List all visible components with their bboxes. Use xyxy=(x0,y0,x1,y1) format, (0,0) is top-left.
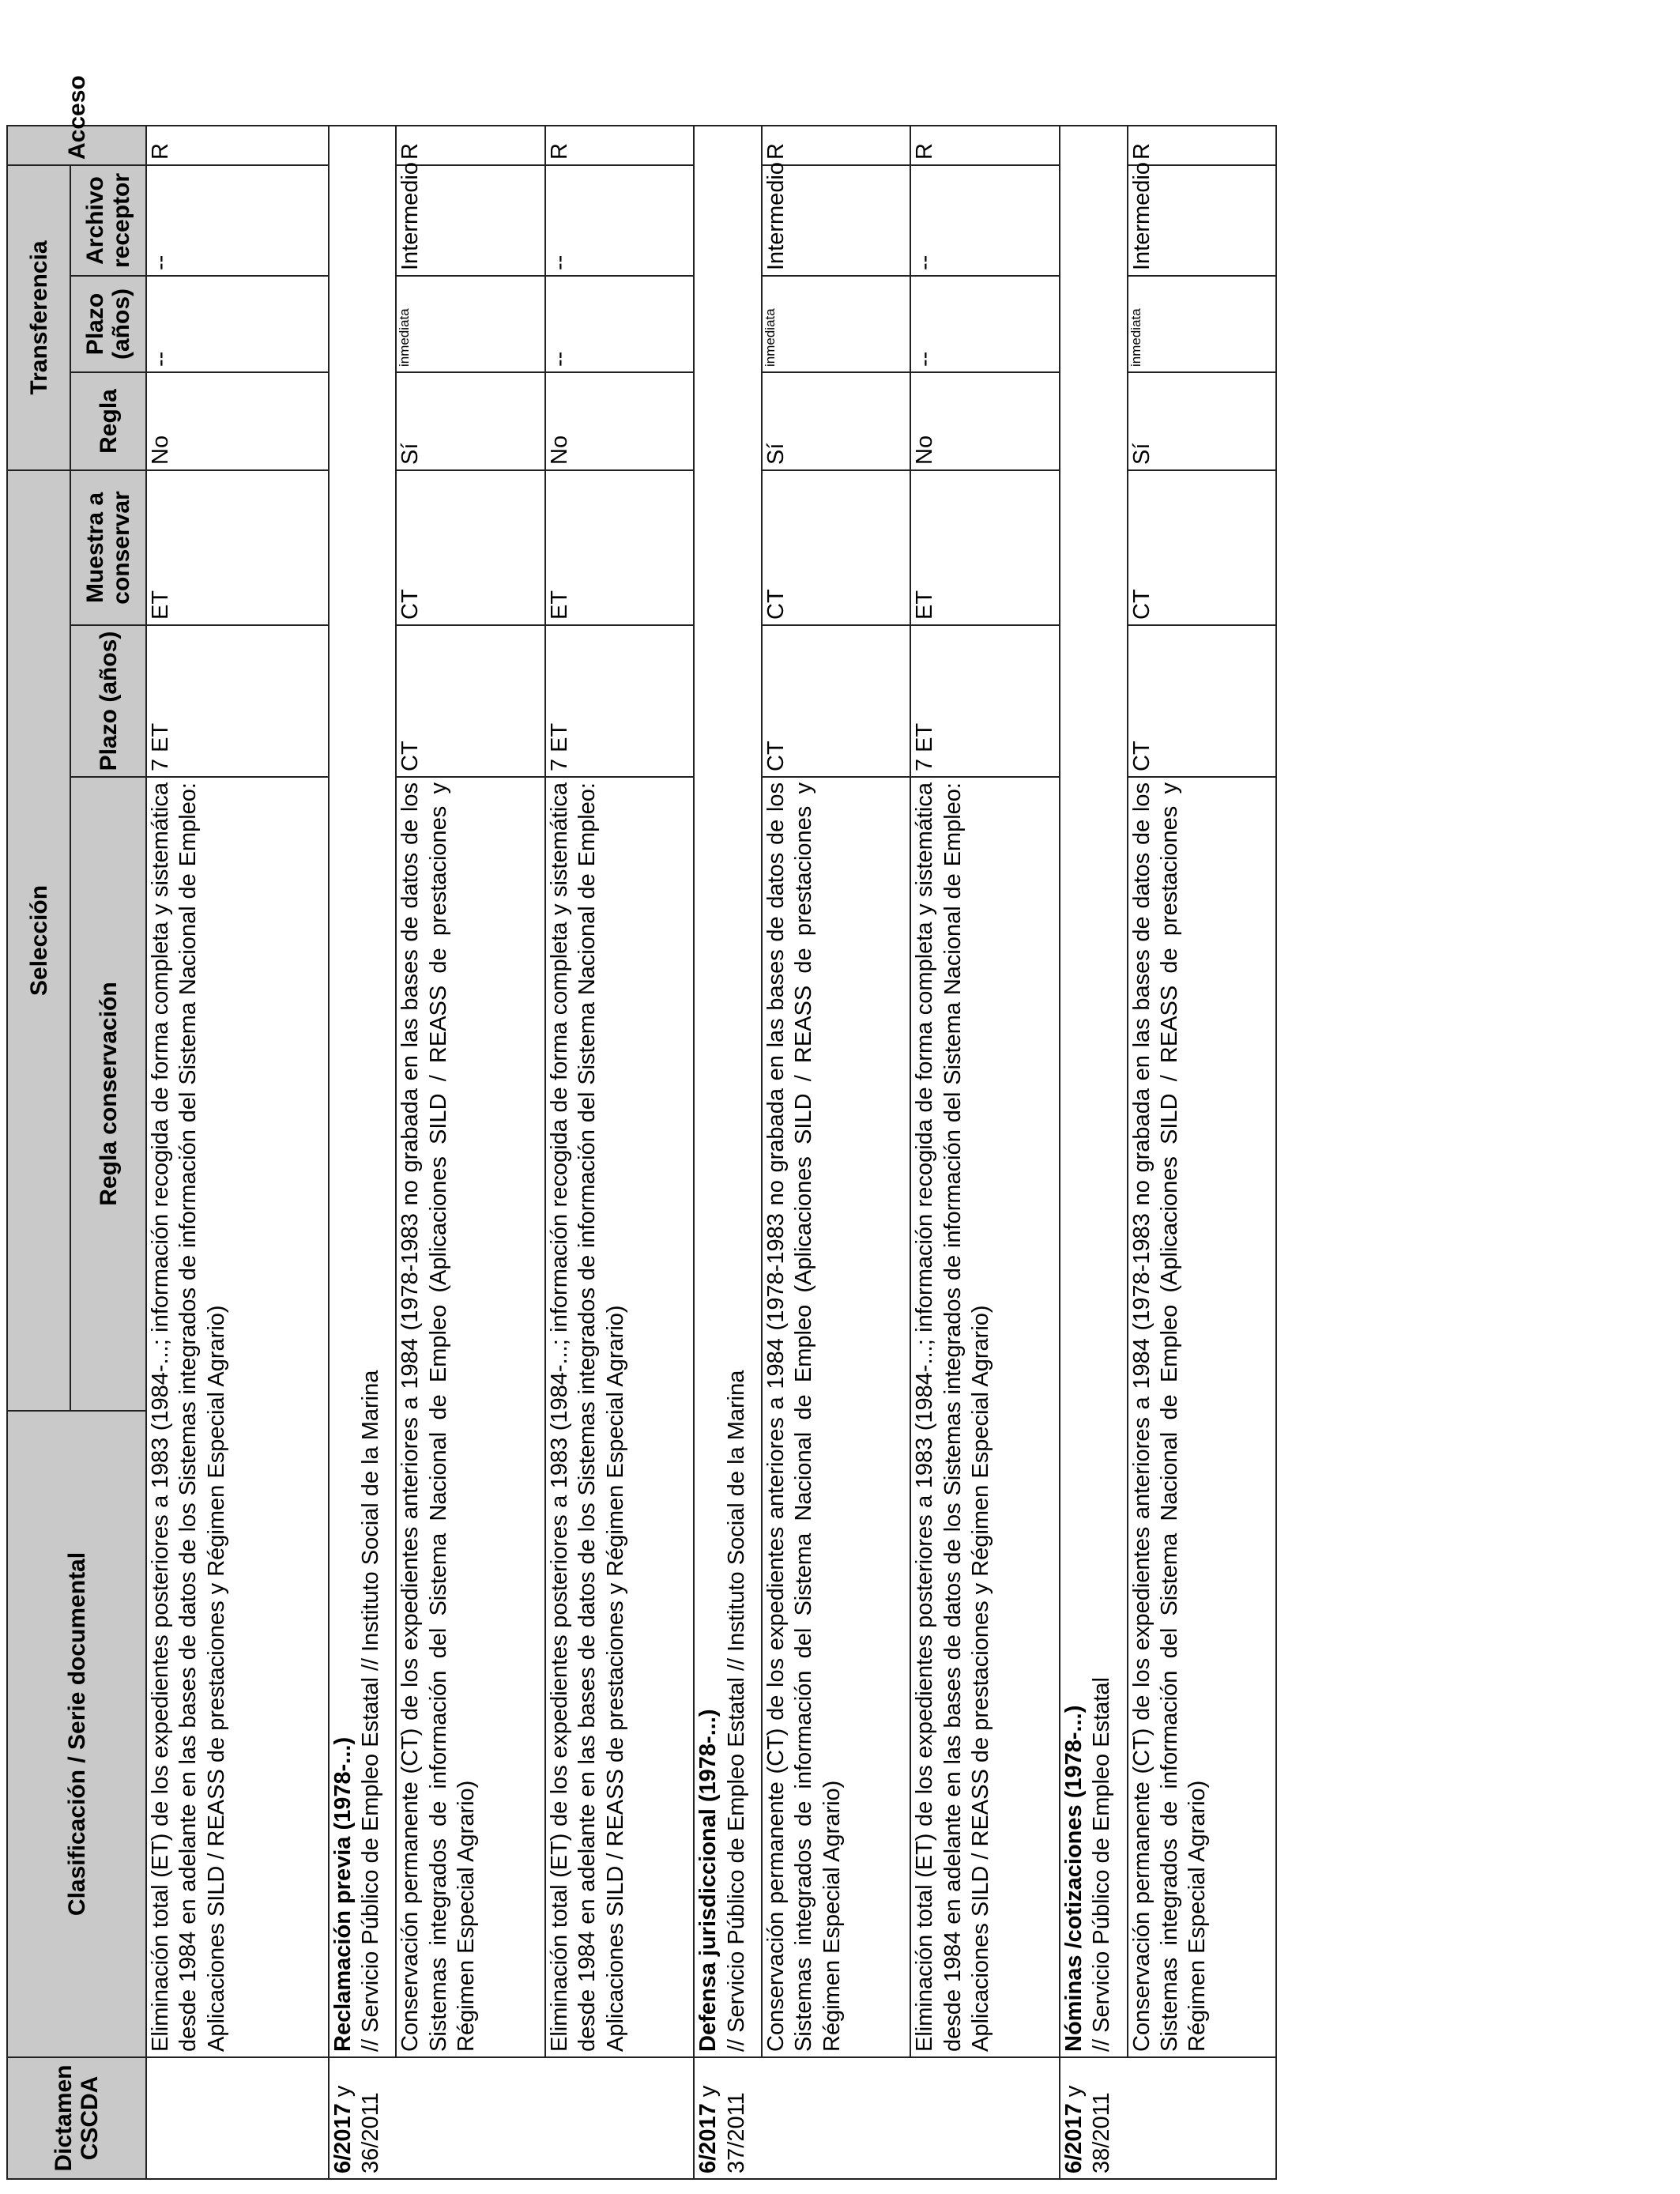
regla-conservacion-cell: Eliminación total (ET) de los expedientes posteriores a 1983 (1984-...; información recogida de forma completa y sistemática desde 1984 en adelante en las bases de datos de los Sistemas integrados de información del Sistema Nacional de Empleo: Aplicaciones SILD / REASS de prestaciones y Régimen Especial Agrario) xyxy=(146,777,329,2057)
regla-transferencia-cell: Sí xyxy=(396,372,544,470)
plazo-cell: CT xyxy=(1128,625,1276,777)
archivo-receptor-cell: Intermedio xyxy=(1128,165,1276,276)
regla-conservacion-cell: Conservación permanente (CT) de los expedientes anteriores a 1984 (1978-1983 no grabada en las bases de datos de los Sistemas integrados de información del Sistema Nacional de Empleo (Aplicaciones SILD / REASS de prestaciones y Régimen Especial Agrario) xyxy=(762,777,910,2057)
muestra-cell: ET xyxy=(910,470,1059,625)
muestra-cell: ET xyxy=(146,470,329,625)
regla-transferencia-cell: Sí xyxy=(762,372,910,470)
archivo-receptor-cell: Intermedio xyxy=(762,165,910,276)
series-title: Reclamación previa (1978-...) xyxy=(330,1736,356,2052)
archivo-receptor-cell: Intermedio xyxy=(396,165,544,276)
header-dictamen: Dictamen CSCDA xyxy=(7,2057,146,2179)
series-title-cell xyxy=(1060,126,1128,2057)
header-archivo-receptor: Archivo receptor xyxy=(70,165,146,276)
series-agencies: // Servicio Público de Empleo Estatal xyxy=(1089,1677,1115,2052)
regla-transferencia-cell: No xyxy=(146,372,329,470)
header-plazo-transferencia: Plazo (años) xyxy=(70,276,146,372)
plazo-transferencia-cell: -- xyxy=(910,276,1059,372)
dictamen-number-2: 37/2011 xyxy=(723,2092,749,2173)
series-agencies: // Servicio Público de Empleo Estatal // Instituto Social de la Marina xyxy=(358,1370,384,2052)
dictamen-connector: y xyxy=(1060,2085,1087,2098)
regla-conservacion-cell: Conservación permanente (CT) de los expedientes anteriores a 1984 (1978-1983 no grabada en las bases de datos de los Sistemas integrados de información del Sistema Nacional de Empleo (Aplicaciones SILD / REASS de prestaciones y Régimen Especial Agrario) xyxy=(1128,777,1276,2057)
archivo-receptor-cell: -- xyxy=(545,165,694,276)
archivo-receptor-cell: -- xyxy=(910,165,1059,276)
plazo-cell: CT xyxy=(762,625,910,777)
header-regla-transferencia: Regla xyxy=(70,372,146,470)
table-row xyxy=(329,126,397,2179)
plazo-cell: 7 ET xyxy=(545,625,694,777)
dictamen-connector: y xyxy=(695,2085,721,2098)
header-regla-conservacion: Regla conservación xyxy=(70,777,146,1411)
series-title: Nóminas /cotizaciones (1978-...) xyxy=(1060,1705,1087,2052)
regla-transferencia-cell: No xyxy=(545,372,694,470)
regla-conservacion-cell: Conservación permanente (CT) de los expedientes anteriores a 1984 (1978-1983 no grabada en las bases de datos de los Sistemas integrados de información del Sistema Nacional de Empleo (Aplicaciones SILD / REASS de prestaciones y Régimen Especial Agrario) xyxy=(396,777,544,2057)
table-row xyxy=(694,126,762,2179)
acceso-cell: R xyxy=(396,126,544,165)
series-title: Defensa jurisdiccional (1978-...) xyxy=(695,1709,721,2052)
acceso-cell: R xyxy=(1128,126,1276,165)
series-title-cell xyxy=(694,126,762,2057)
regla-transferencia-cell: No xyxy=(910,372,1059,470)
table-row xyxy=(146,126,329,2179)
acceso-cell: R xyxy=(762,126,910,165)
header-muestra: Muestra a conservar xyxy=(70,470,146,625)
dictamen-number: 6/2017 xyxy=(695,2103,721,2173)
table-row xyxy=(910,126,1059,2179)
series-agencies: // Servicio Público de Empleo Estatal // Instituto Social de la Marina xyxy=(723,1370,749,2052)
dictamen-cell xyxy=(146,2057,329,2179)
dictamen-number-2: 38/2011 xyxy=(1089,2092,1115,2173)
plazo-cell: CT xyxy=(396,625,544,777)
acceso-cell: R xyxy=(910,126,1059,165)
dictamen-cell xyxy=(1060,2057,1276,2179)
muestra-cell: ET xyxy=(545,470,694,625)
header-transferencia: Transferencia xyxy=(7,165,70,470)
dictamen-number-2: 36/2011 xyxy=(358,2092,384,2173)
table-row xyxy=(1128,126,1276,2179)
archivo-receptor-cell: -- xyxy=(146,165,329,276)
header-acceso: Acceso xyxy=(7,126,146,165)
muestra-cell: CT xyxy=(762,470,910,625)
plazo-transferencia-cell: inmediata xyxy=(762,276,910,372)
plazo-cell: 7 ET xyxy=(146,625,329,777)
header-clasificacion: Clasificación / Serie documental xyxy=(7,1411,146,2057)
table-row xyxy=(545,126,694,2179)
dictamen-number: 6/2017 xyxy=(1060,2103,1087,2173)
retention-table xyxy=(6,75,1277,2180)
regla-conservacion-cell: Eliminación total (ET) de los expedientes posteriores a 1983 (1984-...; información recogida de forma completa y sistemática desde 1984 en adelante en las bases de datos de los Sistemas integrados de información del Sistema Nacional de Empleo: Aplicaciones SILD / REASS de prestaciones y Régimen Especial Agrario) xyxy=(910,777,1059,2057)
dictamen-number: 6/2017 xyxy=(330,2103,356,2173)
plazo-transferencia-cell: inmediata xyxy=(1128,276,1276,372)
table-row xyxy=(1060,126,1128,2179)
plazo-cell: 7 ET xyxy=(910,625,1059,777)
dictamen-cell xyxy=(694,2057,1060,2179)
table-row xyxy=(762,126,910,2179)
regla-transferencia-cell: Sí xyxy=(1128,372,1276,470)
plazo-transferencia-cell: -- xyxy=(146,276,329,372)
dictamen-cell xyxy=(329,2057,695,2179)
plazo-transferencia-cell: -- xyxy=(545,276,694,372)
muestra-cell: CT xyxy=(396,470,544,625)
regla-conservacion-cell: Eliminación total (ET) de los expedientes posteriores a 1983 (1984-...; información recogida de forma completa y sistemática desde 1984 en adelante en las bases de datos de los Sistemas integrados de información del Sistema Nacional de Empleo: Aplicaciones SILD / REASS de prestaciones y Régimen Especial Agrario) xyxy=(545,777,694,2057)
header-seleccion: Selección xyxy=(7,470,70,1411)
plazo-transferencia-cell: inmediata xyxy=(396,276,544,372)
table-row xyxy=(396,126,544,2179)
acceso-cell: R xyxy=(545,126,694,165)
dictamen-connector: y xyxy=(330,2085,356,2098)
acceso-cell: R xyxy=(146,126,329,165)
muestra-cell: CT xyxy=(1128,470,1276,625)
header-plazo-seleccion: Plazo (años) xyxy=(70,625,146,777)
series-title-cell xyxy=(329,126,397,2057)
